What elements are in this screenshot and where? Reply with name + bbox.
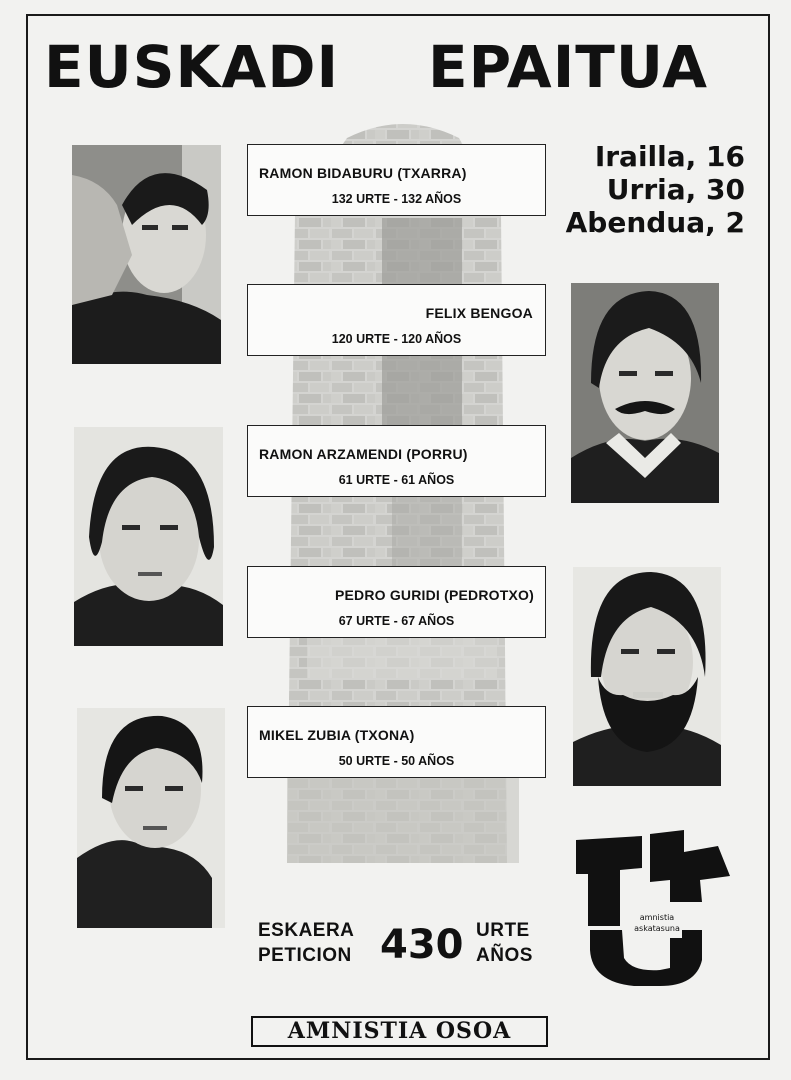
request-units — [476, 918, 533, 968]
hearing-date: Irailla, 16 — [594, 140, 745, 173]
hearing-date: Urria, 30 — [606, 173, 745, 206]
headline-word-2: EPAITUA — [428, 33, 709, 101]
amnistia-logo — [572, 830, 732, 990]
request-label-eu: ESKAERA — [258, 920, 355, 941]
footer-banner: AMNISTIA OSOA — [251, 1016, 548, 1047]
prisoner-name: RAMON BIDABURU (TXARRA) — [259, 165, 467, 181]
request-label-es: PETICION — [258, 945, 352, 966]
portrait-felix-bengoa — [571, 283, 719, 503]
request-labels — [258, 918, 354, 968]
headline-word-1: EUSKADI — [44, 33, 340, 101]
prisoner-card-3 — [247, 425, 546, 497]
prisoner-sentence: 50 URTE - 50 AÑOS — [338, 754, 455, 768]
prisoner-sentence: 120 URTE - 120 AÑOS — [331, 332, 462, 346]
logo-text-line1: amnistia — [639, 913, 675, 922]
hearing-dates — [566, 140, 745, 239]
prisoner-card-4 — [247, 566, 546, 638]
logo-text-line2: askatasuna — [634, 924, 680, 933]
portrait-pedro-guridi — [573, 567, 721, 786]
portrait-mikel-zubia — [77, 708, 225, 928]
prisoner-name: PEDRO GURIDI (PEDROTXO) — [334, 587, 534, 603]
prisoner-name: RAMON ARZAMENDI (PORRU) — [259, 446, 468, 462]
request-unit-es: AÑOS — [476, 945, 533, 966]
portrait-ramon-bidaburu — [72, 145, 221, 364]
prisoner-sentence: 67 URTE - 67 AÑOS — [338, 614, 455, 628]
prisoner-name: FELIX BENGOA — [425, 305, 533, 321]
request-unit-eu: URTE — [476, 920, 530, 941]
prisoner-sentence: 61 URTE - 61 AÑOS — [338, 473, 455, 487]
prisoner-card-2 — [247, 284, 546, 356]
hearing-date: Abendua, 2 — [565, 206, 745, 239]
prisoner-sentence: 132 URTE - 132 AÑOS — [331, 192, 462, 206]
prisoner-card-1 — [247, 144, 546, 216]
prisoner-name: MIKEL ZUBIA (TXONA) — [259, 727, 415, 743]
portrait-ramon-arzamendi — [74, 427, 223, 646]
prisoner-card-5 — [247, 706, 546, 778]
total-years: 430 — [380, 922, 464, 968]
